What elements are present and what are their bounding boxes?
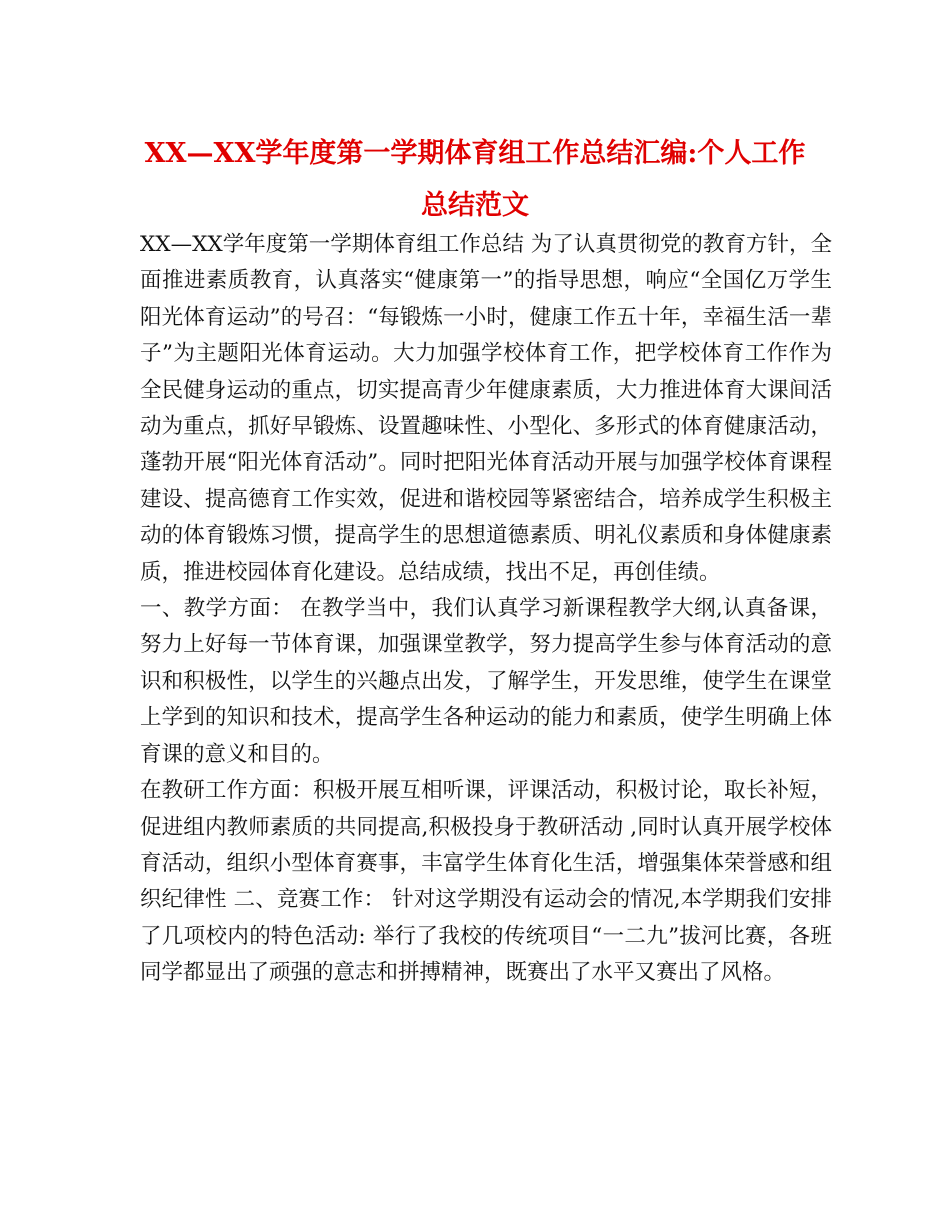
paragraph-research-competition: 在教研工作方面：积极开展互相听课，评课活动，积极讨论，取长补短，促进组内教师素质的共同提高,积极投身于教研活动 ,同时认真开展学校体育活动，组织小型体育赛事，丰富学生体育化生活，增强集体荣誉感和组织纪律性 二、竞赛工作： 针对这学期没有运动会的情况,本学期我们安排了几项校内的特色活动: 举行了我校的传统项目“一二九”拔河比赛，各班同学都显出了顽强的意志和拼搏精神，既赛出了水平又赛出了风格。 <box>140 778 832 986</box>
document-title <box>130 128 820 232</box>
document-title-line-1: XX—XX学年度第一学期体育组工作总结汇编:个人工作 <box>144 138 806 169</box>
paragraph-teaching: 一、教学方面： 在教学当中，我们认真学习新课程教学大纲,认真备课，努力上好每一节体育课，加强课堂教学，努力提高学生参与体育活动的意识和积极性，以学生的兴趣点出发，了解学生，开发思维，使学生在课堂上学到的知识和技术，提高学生各种运动的能力和素质，使学生明确上体育课的意义和目的。 <box>140 596 832 767</box>
paragraph-intro: XX—XX学年度第一学期体育组工作总结 为了认真贯彻党的教育方针，全面推进素质教育，认真落实“健康第一”的指导思想，响应“全国亿万学生阳光体育运动”的号召：“每锻炼一小时，健康工作五十年，幸福生活一辈子”为主题阳光体育运动。大力加强学校体育工作，把学校体育工作作为全民健身运动的重点，切实提高青少年健康素质，大力推进体育大课间活动为重点，抓好早锻炼、设置趣味性、小型化、多形式的体育健康活动，蓬勃开展“阳光体育活动”。同时把阳光体育活动开展与加强学校体育课程建设、提高德育工作实效，促进和谐校园等紧密结合，培养成学生积极主动的体育锻炼习惯，提高学生的思想道德素质、明礼仪素质和身体健康素质，推进校园体育化建设。总结成绩，找出不足，再创佳绩。 <box>140 232 832 585</box>
document-title-line-2: 总结范文 <box>421 190 529 221</box>
document-body <box>140 227 832 992</box>
